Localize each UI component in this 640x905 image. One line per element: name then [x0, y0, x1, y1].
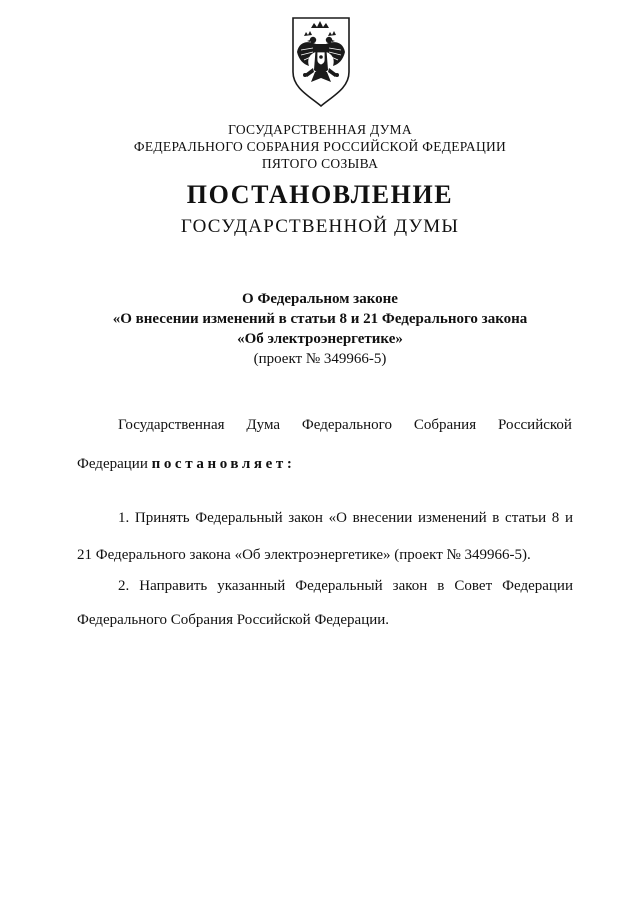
item-1-line-1-text: 1. Принять Федеральный закон «О внесении изменений в статьи 8 и — [118, 510, 573, 526]
intro-word: Российской — [498, 417, 572, 433]
coat-of-arms-icon — [289, 14, 353, 108]
resolution-verb: постановляет: — [151, 456, 296, 472]
intro-line-2 — [77, 456, 295, 473]
item-2-line-1 — [118, 578, 573, 595]
item-2-line-1-text: 2. Направить указанный Федеральный закон в Совет Федерации — [118, 578, 573, 594]
subject-line-3: «Об электроэнергетике» — [237, 331, 403, 347]
document-type-title: ПОСТАНОВЛЕНИЕ — [186, 180, 454, 209]
document-type-subtitle: ГОСУДАРСТВЕННОЙ ДУМЫ — [180, 216, 460, 237]
intro-word: Государственная — [118, 417, 225, 433]
subject-line-2: «О внесении изменений в статьи 8 и 21 Федерального закона — [112, 311, 528, 327]
org-name-line-1: ГОСУДАРСТВЕННАЯ ДУМА — [228, 122, 412, 137]
intro-word: Дума — [246, 417, 281, 433]
item-1-line-1 — [118, 510, 573, 527]
org-name-line-2: ФЕДЕРАЛЬНОГО СОБРАНИЯ РОССИЙСКОЙ ФЕДЕРАЦИИ — [133, 139, 507, 154]
item-1-line-2: 21 Федерального закона «Об электроэнергетике» (проект № 349966-5). — [77, 547, 531, 563]
org-name-line-3: ПЯТОГО СОЗЫВА — [261, 156, 379, 171]
subject-line-1: О Федеральном законе — [242, 291, 398, 307]
intro-word: Федерального — [301, 417, 392, 433]
intro-line-2-lead: Федерации — [77, 456, 152, 472]
intro-word: Собрания — [413, 417, 477, 433]
project-number: (проект № 349966-5) — [253, 351, 387, 367]
intro-line-1 — [118, 417, 572, 434]
item-2-line-2: Федерального Собрания Российской Федерации. — [77, 612, 390, 628]
